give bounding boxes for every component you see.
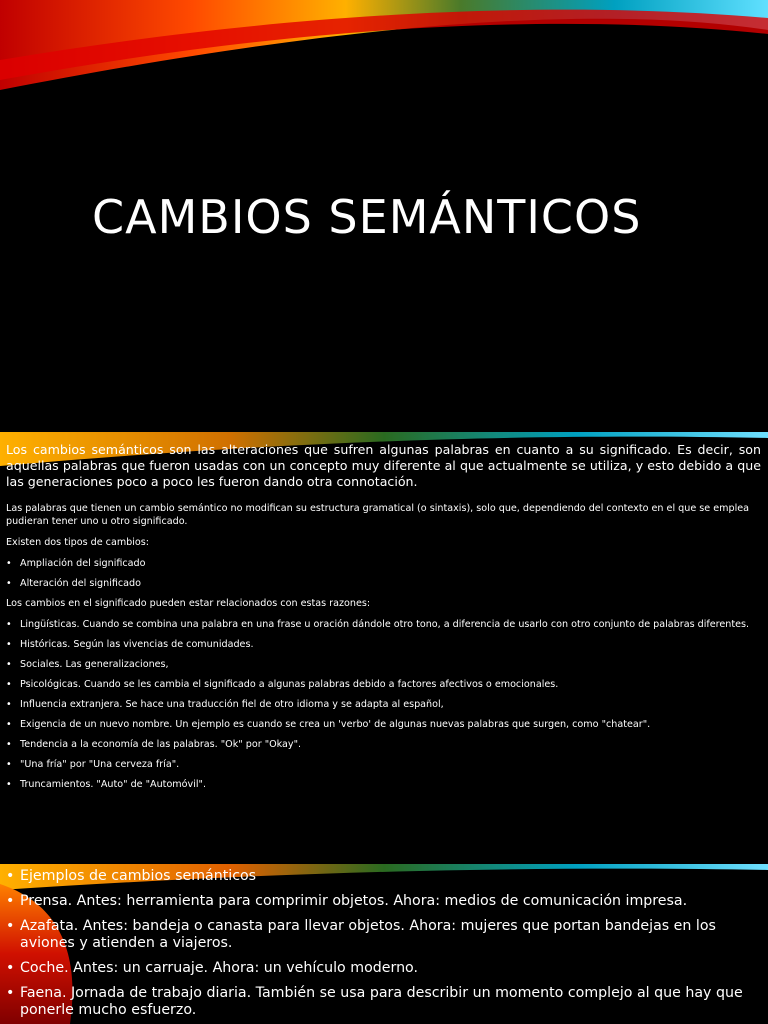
list-item: • Exigencia de un nuevo nombre. Un ejemplo es cuando se crea un 'verbo' de algunas nuevas palabras que surgen, como "chatear". xyxy=(6,718,761,731)
examples-list xyxy=(6,868,746,1024)
list-item: • Truncamientos. "Auto" de "Automóvil". xyxy=(6,778,761,791)
list-item: • Alteración del significado xyxy=(6,577,761,590)
list-item: • Psicológicas. Cuando se les cambia el significado a algunas palabras debido a factores afectivos o emocionales. xyxy=(6,678,761,691)
list-item: • Azafata. Antes: bandeja o canasta para llevar objetos. Ahora: mujeres que portan bandejas en los aviones y atienden a viajeros. xyxy=(6,918,746,952)
list-item: • Históricas. Según las vivencias de comunidades. xyxy=(6,638,761,651)
types-list xyxy=(6,557,761,590)
content-slide xyxy=(0,432,768,864)
slide-body xyxy=(6,442,761,798)
slide-title: CAMBIOS SEMÁNTICOS xyxy=(92,190,642,244)
list-item: • Prensa. Antes: herramienta para comprimir objetos. Ahora: medios de comunicación impresa. xyxy=(6,893,746,910)
types-intro: Existen dos tipos de cambios: xyxy=(6,537,150,548)
list-item: • Coche. Antes: un carruaje. Ahora: un vehículo moderno. xyxy=(6,960,746,977)
list-item: • Influencia extranjera. Se hace una traducción fiel de otro idioma y se adapta al español, xyxy=(6,698,761,711)
list-item: • "Una fría" por "Una cerveza fría". xyxy=(6,758,761,771)
lead-paragraph: Los cambios semánticos son las alteraciones que sufren algunas palabras en cuanto a su significado. Es decir, son aquellas palabras que fueron usadas con un concepto muy diferente al que actualmente se utiliza, y esto debido a que las generaciones poco a poco les fueron dando otra connotación. xyxy=(6,442,761,489)
list-item: • Lingüísticas. Cuando se combina una palabra en una frase u oración dándole otro tono, a diferencia de usarlo con otro conjunto de palabras diferentes. xyxy=(6,618,761,631)
reasons-intro: Los cambios en el significado pueden estar relacionados con estas razones: xyxy=(6,598,371,609)
syntax-paragraph: Las palabras que tienen un cambio semántico no modifican su estructura gramatical (o sintaxis), solo que, dependiendo del contexto en el que se emplea pudieran tener uno u otro significado. xyxy=(6,503,750,527)
list-item: • Sociales. Las generalizaciones, xyxy=(6,658,761,671)
list-item: • Faena. Jornada de trabajo diaria. También se usa para describir un momento complejo al que hay que ponerle mucho esfuerzo. xyxy=(6,985,746,1019)
list-item: • Ampliación del significado xyxy=(6,557,761,570)
reasons-list xyxy=(6,618,761,791)
title-slide xyxy=(0,0,768,432)
list-item: • Tendencia a la economía de las palabras. "Ok" por "Okay". xyxy=(6,738,761,751)
examples-slide xyxy=(0,864,768,1024)
list-item: • Ejemplos de cambios semánticos xyxy=(6,868,746,885)
